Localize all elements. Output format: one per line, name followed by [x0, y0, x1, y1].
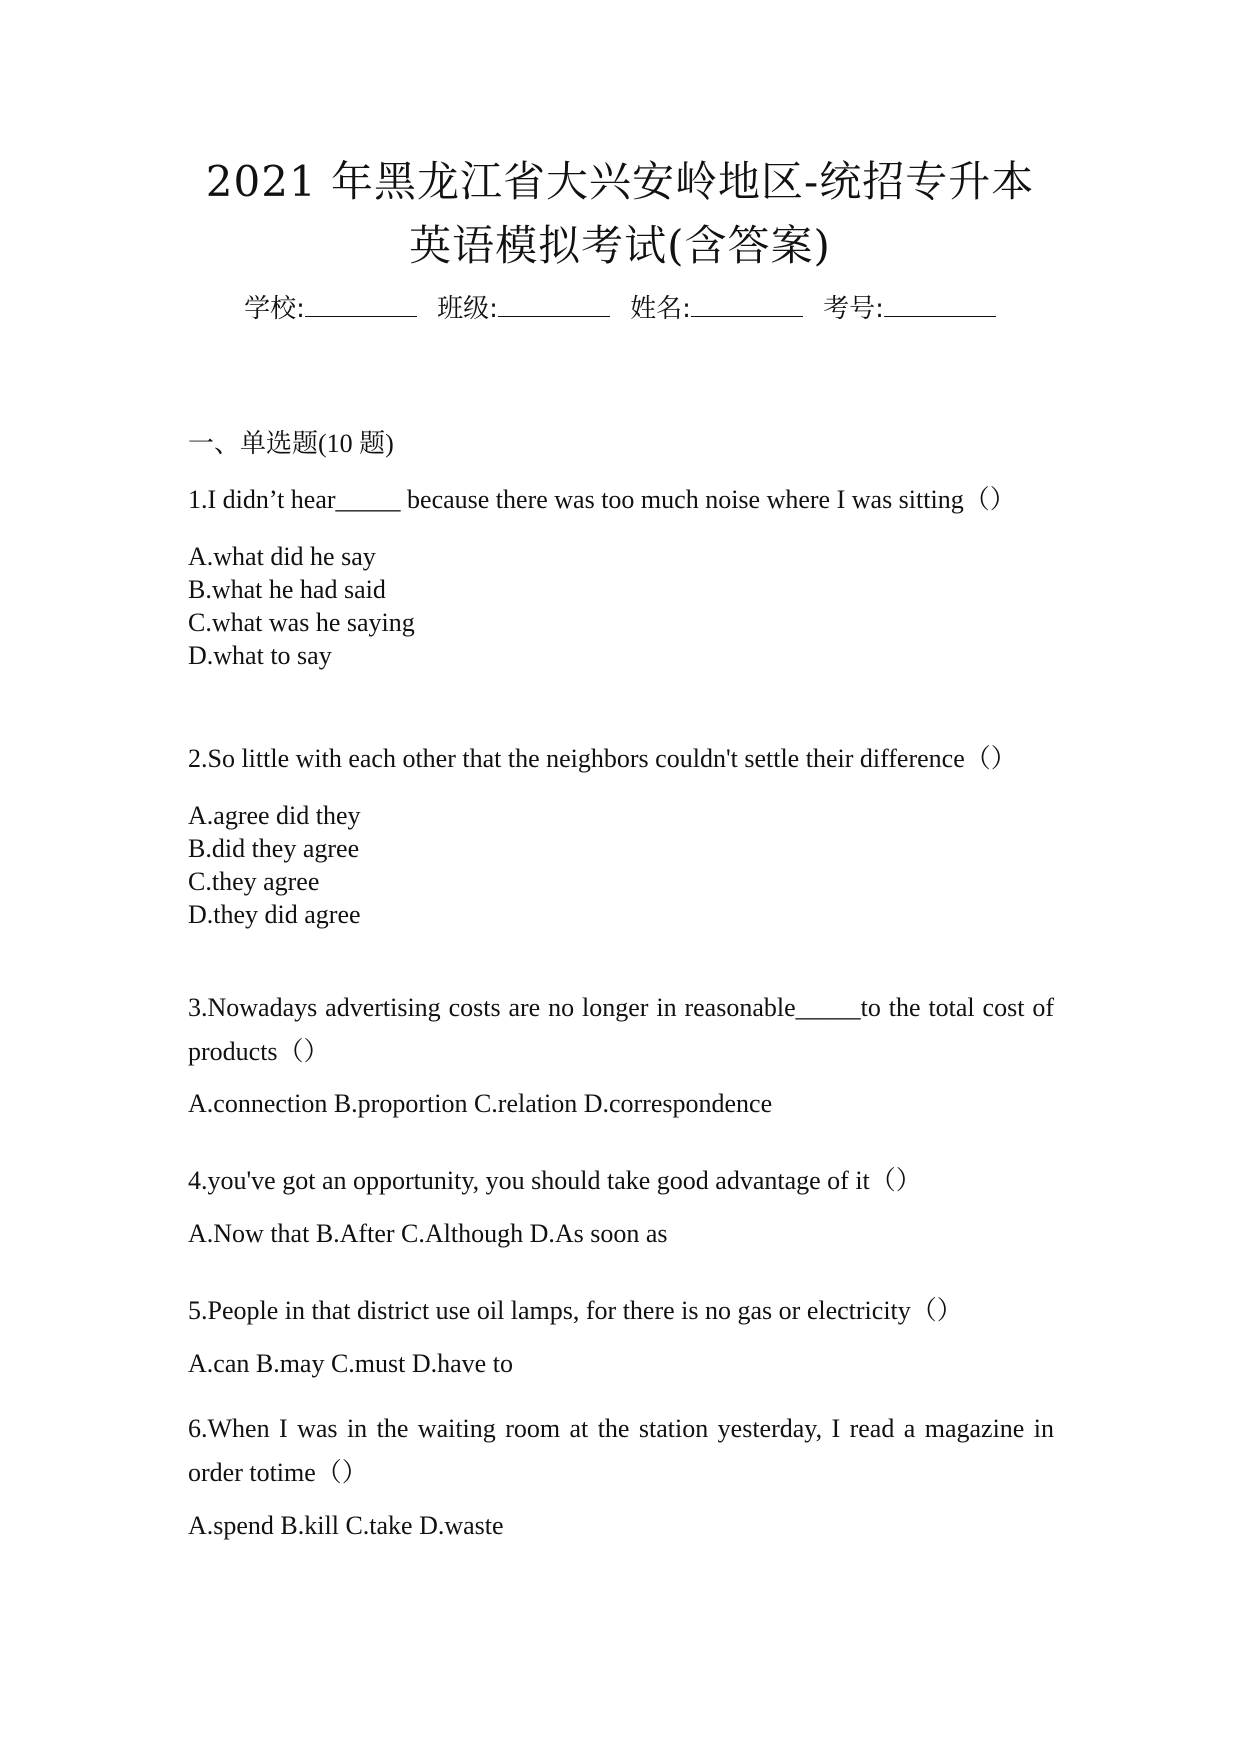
school-field-label: 学校: — [244, 294, 305, 324]
question-2-option-c: C.they agree — [188, 867, 320, 896]
school-field — [244, 290, 417, 326]
question-2 — [188, 737, 1054, 781]
question-1-options — [188, 540, 415, 672]
question-5-stem: 5.People in that district use oil lamps, for there is no gas or electricity（） — [188, 1296, 963, 1325]
question-3-options: A.connection B.proportion C.relation D.correspondence — [188, 1089, 773, 1118]
question-2-option-a: A.agree did they — [188, 801, 361, 830]
exam-title-line-1: 2021 年黑龙江省大兴安岭地区-统招专升本 — [205, 157, 1035, 206]
question-1-option-a: A.what did he say — [188, 542, 376, 571]
question-4 — [188, 1159, 1054, 1203]
question-1-option-b: B.what he had said — [188, 575, 386, 604]
question-4-options: A.Now that B.After C.Although D.As soon as — [188, 1219, 668, 1248]
question-6-stem: 6.When I was in the waiting room at the station yesterday, I read a magazine in order totime（） — [188, 1414, 1054, 1487]
question-1 — [188, 478, 1054, 522]
question-2-stem: 2.So little with each other that the neighbors couldn't settle their difference（） — [188, 744, 1017, 773]
question-6 — [188, 1407, 1054, 1495]
question-3 — [188, 986, 1054, 1074]
exam-title-line-2: 英语模拟考试(含答案) — [409, 221, 831, 270]
question-6-options: A.spend B.kill C.take D.waste — [188, 1511, 504, 1540]
exam-number-blank — [884, 290, 996, 317]
name-field — [630, 290, 803, 326]
class-field-label: 班级: — [437, 294, 498, 324]
section-heading: 一、单选题(10 题) — [188, 429, 394, 458]
school-blank — [305, 290, 417, 317]
question-2-options — [188, 799, 361, 931]
name-field-label: 姓名: — [630, 294, 691, 324]
question-3-stem: 3.Nowadays advertising costs are no longer in reasonable_____to the total cost of products（） — [188, 993, 1054, 1066]
question-1-option-d: D.what to say — [188, 641, 332, 670]
name-blank — [691, 290, 803, 317]
question-2-option-b: B.did they agree — [188, 834, 360, 863]
exam-number-field — [823, 290, 996, 326]
question-1-stem: 1.I didn’t hear_____ because there was too much noise where I was sitting（） — [188, 485, 1016, 514]
question-5-options: A.can B.may C.must D.have to — [188, 1349, 513, 1378]
question-5 — [188, 1289, 1054, 1333]
question-2-option-d: D.they did agree — [188, 900, 361, 929]
question-4-stem: 4.you've got an opportunity, you should take good advantage of it（） — [188, 1166, 922, 1195]
class-blank — [498, 290, 610, 317]
student-info-fields — [0, 290, 1240, 326]
class-field — [437, 290, 610, 326]
question-1-option-c: C.what was he saying — [188, 608, 415, 637]
exam-number-field-label: 考号: — [823, 294, 884, 324]
